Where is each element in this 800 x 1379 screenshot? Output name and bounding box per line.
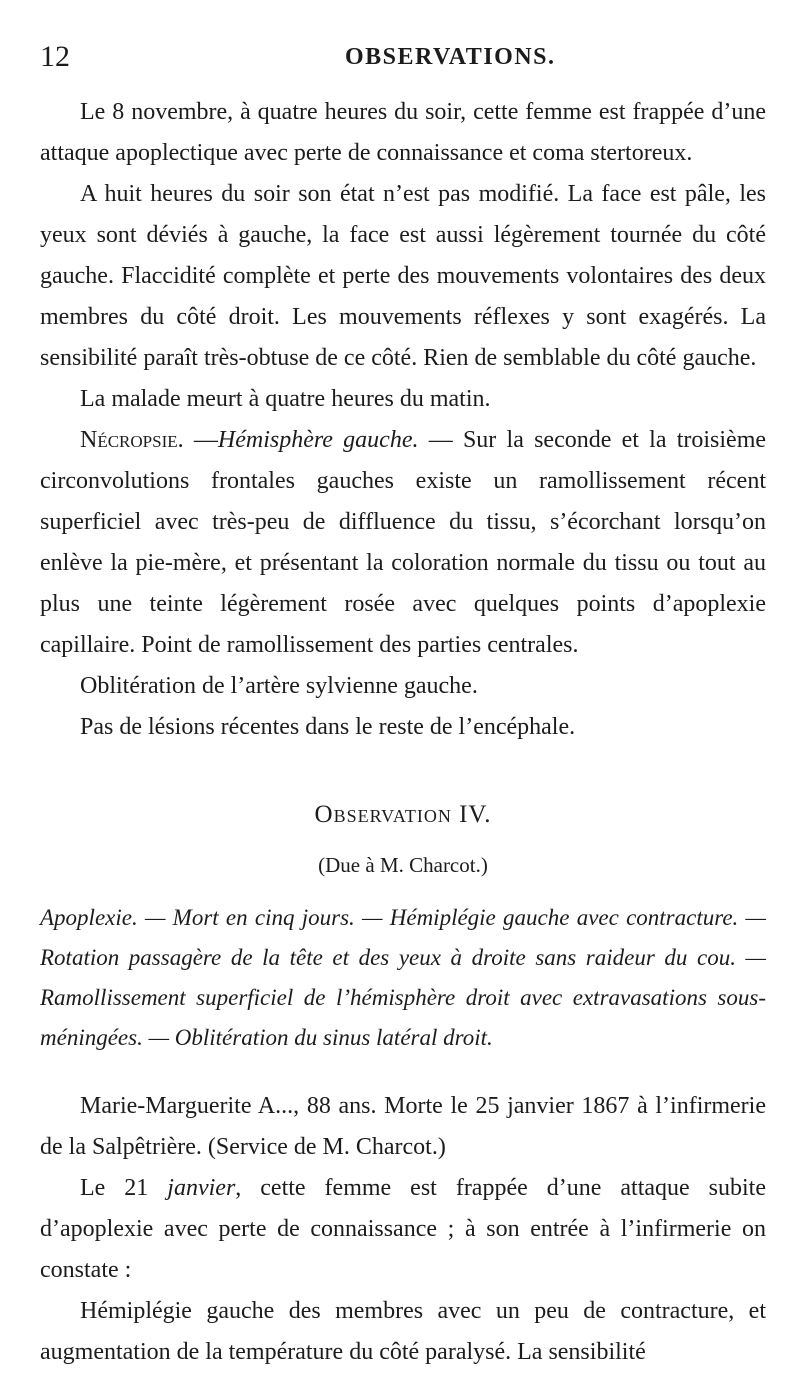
paragraph-no-lesions: Pas de lésions récentes dans le reste de l’encéphale. [80,714,576,740]
paragraph-death: La malade meurt à quatre heures du matin. [80,386,491,412]
page-body [40,92,766,1373]
paragraph-attack: Le 8 novembre, à quatre heures du soir, cette femme est frappée d’une attaque apoplectique avec perte de connaissance et coma stertoreux. [40,99,766,166]
page-header [40,40,760,80]
paragraph-evening-state: A huit heures du soir son état n’est pas modifié. La face est pâle, les yeux sont déviés à gauche, la face est aussi légèrement tournée du côté gauche. Flaccidité complète et perte des mouvements volontaires des deux membres du côté droit. Les mouvements réflexes y sont exagérés. La sensibilité paraît très-obtuse de ce côté. Rien de semblable du côté gauche. [40,181,766,371]
paragraph-obliteration: Oblitération de l’artère sylvienne gauche. [80,673,478,699]
paragraph-necropsy [40,420,766,666]
section-gap [40,1058,766,1086]
necropsy-findings: — Sur la seconde et la troisième circonvolutions frontales gauches existe un ramollissement récent superficiel avec très-peu de diffluence du tissu, s’écorchant lorsqu’on enlève la pie-mère, et présentant la coloration normale du tissu ou tout au plus une teinte légèrement rosée avec quelques points d’apoplexie capillaire. Point de ramollissement des parties centrales. [40,427,767,658]
admission-month: janvier [167,1175,236,1201]
admission-rest: , cette femme est frappée d’une attaque subite d’apoplexie avec perte de connaissance ; à son entrée à l’infirmerie on constate : [40,1175,767,1283]
observation-title: Observation IV. [314,801,492,828]
observation-attribution: (Due à M. Charcot.) [318,853,488,877]
running-head: OBSERVATIONS. [345,44,556,70]
paragraph-patient: Marie-Marguerite A..., 88 ans. Morte le 25 janvier 1867 à l’infirmerie de la Salpêtrière. (Service de M. Charcot.) [40,1093,766,1160]
necropsy-hemisphere: Hémisphère gauche. [217,427,419,453]
page-number: 12 [40,40,70,73]
necropsy-dash: — [183,427,218,453]
admission-start: Le 21 [80,1175,168,1201]
observation-summary: Apoplexie. — Mort en cinq jours. — Hémiplégie gauche avec contracture. — Rotation passagère de la tête et des yeux à droite sans raideur du cou. — Ramollissement superficiel de l’hémisphère droit avec extravasations sous-méningées. — Oblitération du sinus latéral droit. [40,905,766,1050]
paragraph-admission [40,1168,766,1291]
necropsy-label: Nécropsie. [80,427,184,453]
paragraph-hemiplegia: Hémiplégie gauche des membres avec un peu de contracture, et augmentation de la température du côté paralysé. La sensibilité [40,1298,766,1365]
